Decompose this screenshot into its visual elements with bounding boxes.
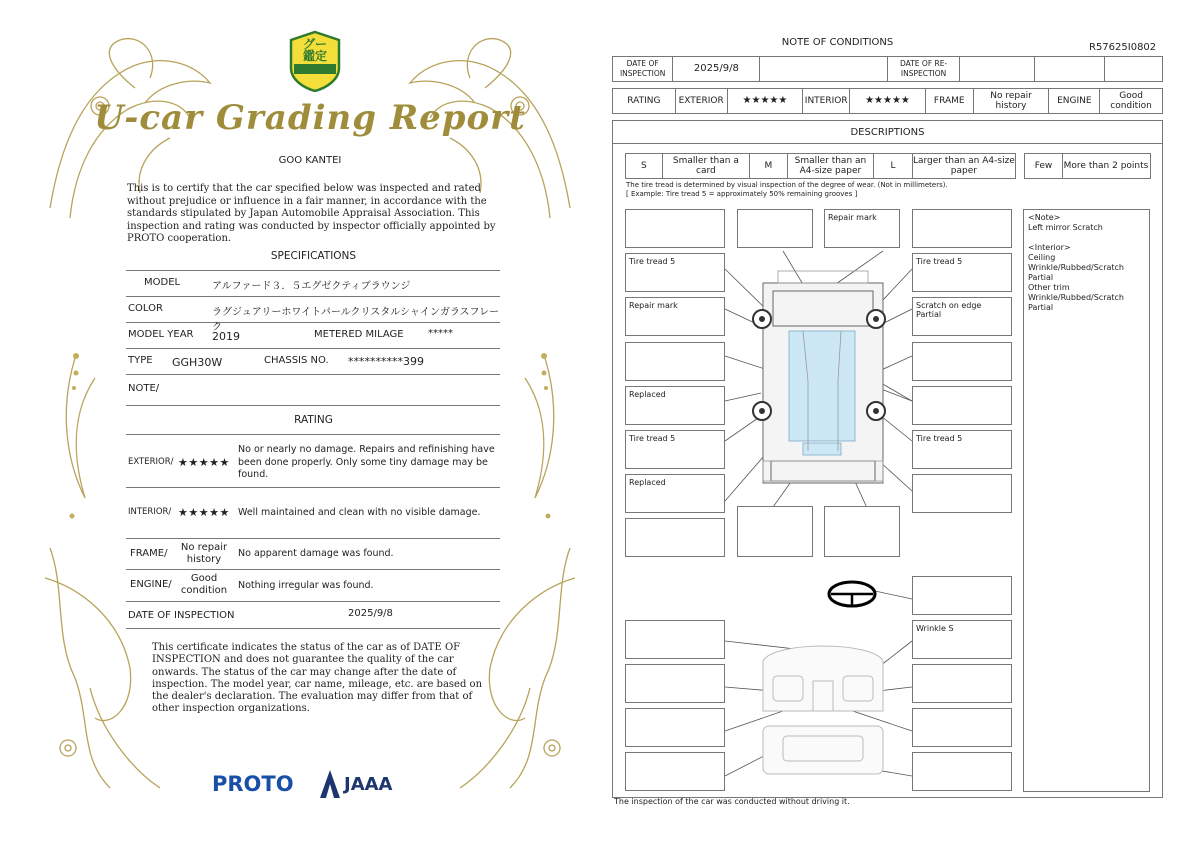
frame-value: No repair history [180,542,228,565]
spec-row-model-year [126,323,500,349]
note-heading: <Note> [1028,213,1061,222]
legend-s-text: Smaller than a card [663,154,750,178]
damage-box [912,474,1012,513]
engine-label: ENGINE [1049,89,1100,113]
damage-box [737,209,813,248]
proto-logo: PROTO [212,772,294,796]
interior-label: INTERIOR [803,89,850,113]
report-title: U-car Grading Report [94,98,526,138]
chassis-label: CHASSIS NO. [264,355,329,366]
inspection-footer: The inspection of the car was conducted without driving it. [614,797,850,806]
legend-l-text: Larger than an A4-size paper [912,156,1015,176]
rating-row-interior [126,488,500,539]
jaaa-logo: JAAA [344,774,393,795]
damage-box [824,506,900,557]
date-of-inspection-label: DATE OF INSPECTION [613,57,673,81]
logo-strip [212,770,412,800]
tire-tread-example: [ Example: Tire tread 5 = approximately 50% remaining grooves ] [626,190,858,198]
model-value: アルファード３．５エグゼクティブラウンジ [212,281,411,292]
note-of-conditions [605,28,1170,818]
badge-label: グー 鑑定 [302,37,327,63]
damage-box-left-rear: Replaced [625,386,725,425]
model-year-label: MODEL YEAR [128,329,194,340]
interior-stars: ★★★★★ [178,506,230,519]
model-label: MODEL [144,277,181,288]
date-of-inspection-value: 2025/9/8 [673,57,760,81]
damage-box-rear-right-tire: Tire tread 5 [912,430,1012,469]
damage-box [912,664,1012,703]
descriptions-panel [612,120,1163,798]
damage-box-left-front: Repair mark [625,297,725,336]
report-id: R57625I0802 [1089,42,1157,53]
color-value: ラグジュアリーホワイトパールクリスタルシャインガラスフレーク [212,307,500,333]
frame-value: No repair history [974,89,1050,113]
legend-few-text: More than 2 points [1063,161,1149,171]
date-of-reinspection-label: DATE OF RE-INSPECTION [888,57,960,81]
damage-box-steering [912,576,1012,615]
specifications-heading: SPECIFICATIONS [270,250,357,262]
model-year-value: 2019 [212,330,240,343]
steering-wheel-icon [829,582,875,606]
damage-box [912,708,1012,747]
legend-m-text: Smaller than an A4-size paper [788,154,874,178]
legend-m: M [750,154,788,178]
note-label: NOTE/ [128,383,160,394]
tire-tread-note: The tire tread is determined by visual inspection of the degree of wear. (Not in millimeters). [626,181,948,189]
jaaa-mark-icon [320,770,340,798]
damage-box [625,752,725,791]
damage-box-rear-left-tire: Tire tread 5 [625,430,725,469]
interior-description: Well maintained and clean with no visible damage. [238,507,481,518]
exterior-description: No or nearly no damage. Repairs and refinishing have been done properly. Only some tiny damage may be found. [238,444,495,480]
spec-row-type [126,349,500,375]
damage-box [737,506,813,557]
notes-panel [1023,209,1150,792]
certification-statement: This is to certify that the car specified below was inspected and rated without prejudice or influence in a fair manner, in accordance with the standards stipulated by Japan Automobile Appraisal Association. This inspection and rating was conducted by inspector officially appointed by PROTO cooperation. [127,183,496,244]
rating-heading: RATING [294,414,333,426]
rating-row-frame [126,539,500,570]
exterior-label: EXTERIOR [676,89,728,113]
interior-note-ceiling: Ceiling Wrinkle/Rubbed/Scratch Partial [1028,253,1124,282]
exterior-stars: ★★★★★ [728,89,804,113]
conditions-title: NOTE OF CONDITIONS [781,37,894,48]
damage-box [625,664,725,703]
inspection-dates-table [612,56,1163,82]
legend-l: L [874,154,913,178]
descriptions-heading: DESCRIPTIONS [613,121,1162,144]
damage-box-top: Repair mark [824,209,900,248]
damage-box [912,342,1012,381]
damage-box [625,342,725,381]
exterior-stars: ★★★★★ [178,456,230,469]
empty-cell [1105,57,1162,81]
engine-value: Good condition [180,573,228,596]
damage-box [625,209,725,248]
spec-row-color [126,297,500,333]
certificate-disclaimer: This certificate indicates the status of the car as of DATE OF INSPECTION and does not guarantee the quality of the car onwards. The status of the car may change after the date of inspection. The model year, car name, mileage, etc. are based on the dealer's declaration. The evaluation may differ from that of other inspection organizations. [152,642,483,715]
frame-description: No apparent damage was found. [238,548,394,559]
empty-cell [960,57,1035,81]
type-value: GGH30W [172,356,223,369]
legend-s: S [626,154,663,178]
empty-cell [1035,57,1104,81]
damage-box [625,518,725,557]
type-label: TYPE [128,355,153,366]
rating-table [612,88,1163,114]
damage-box [625,708,725,747]
rating-row-exterior [126,435,500,488]
interior-heading: <Interior> [1028,243,1071,252]
engine-description: Nothing irregular was found. [238,580,374,591]
rating-row-date [126,602,500,629]
engine-value: Good condition [1110,91,1152,111]
interior-note-trim: Other trim Wrinkle/Rubbed/Scratch Partial [1028,283,1124,312]
damage-box-rear: Replaced [625,474,725,513]
metered-milage-label: METERED MILAGE [314,329,404,340]
damage-box-right-front: Scratch on edge Partial [912,297,1012,336]
damage-box-interior-front: Wrinkle S [912,620,1012,659]
empty-cell [760,57,888,81]
damage-box-front-right-tire: Tire tread 5 [912,253,1012,292]
legend-few: Few [1025,154,1063,178]
interior-label: INTERIOR/ [128,507,172,517]
exterior-label: EXTERIOR/ [128,457,174,467]
damage-box [912,386,1012,425]
damage-box [625,620,725,659]
damage-box-front-left-tire: Tire tread 5 [625,253,725,292]
rating-label: RATING [613,89,676,113]
rating-row-engine [126,570,500,602]
damage-box [912,209,1012,248]
frame-label: FRAME [926,89,974,113]
date-value: 2025/9/8 [348,608,393,619]
report-subtitle: GOO KANTEI [278,155,342,166]
spec-row-model [126,271,500,297]
note-item: Left mirror Scratch [1028,223,1103,232]
color-label: COLOR [128,303,163,314]
frame-label: FRAME/ [130,548,168,559]
damage-box [912,752,1012,791]
date-label: DATE OF INSPECTION [128,610,235,621]
spec-row-note [126,375,500,406]
engine-label: ENGINE/ [130,579,172,590]
grading-certificate [40,28,580,828]
metered-milage-value: ***** [428,328,453,339]
interior-stars: ★★★★★ [850,89,926,113]
chassis-value: **********399 [348,355,424,368]
